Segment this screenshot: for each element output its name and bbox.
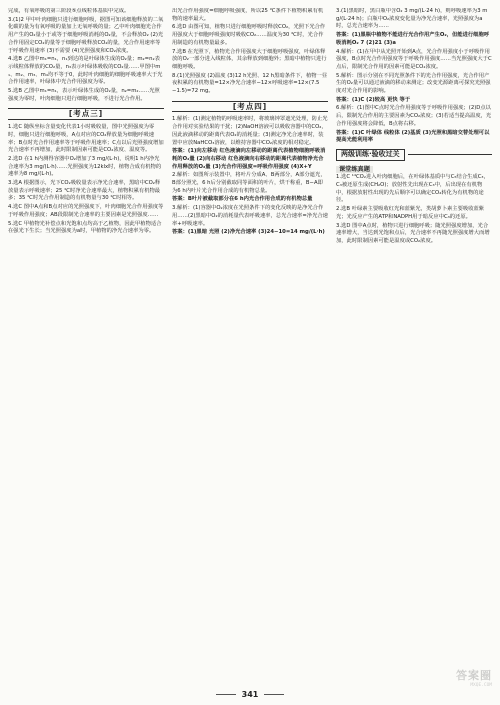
answer-paragraph: 3.解析：(1)容器中O₂浓度在光照条件下的变化反映的是净光合作用……(2)黑暗中O₂的消耗量代表呼吸速率，总光合速率=净光合速率+呼吸速率。 — [172, 205, 328, 227]
banner-label: 两级训练·验收过关 — [336, 149, 405, 161]
answer-key: 答案：(1)C (2)较高 更快 等于 — [336, 96, 411, 103]
answer-paragraph: 6.解析：(1)图中C点时光合作用强度等于呼吸作用强度；(2)D点以后，限制光合作用的主要因素为CO₂浓度；(3)若适当提高温度，光合作用强度将会降低，B点将右移。 — [336, 105, 492, 127]
answer-key: 答案：(1)黑瓶中植物不能进行光合作用产生O₂，但能进行细胞呼吸消耗O₂ 7 (2)21 (3)a — [336, 32, 490, 46]
answer-paragraph: 5.选C 甲植物光补偿点和光饱和点均高于乙植物，因此甲植物适合在强光下生长；当光照强度为a时，甲植物的净光合速率为零。 — [8, 220, 162, 235]
answer-paragraph: 4.选B 乙图中m₁=n₁，n₁到达的是叶绿体生成的O₂量；m₂=n₂表示线粒体释放的CO₂量，n₃表示叶绿体吸收的CO₂量……甲图中m₁、m₂、m₃、m₄均不等于0，此时叶肉细胞的细胞呼吸速率大于光合作用速率，叶绿体中光合作用强度为零。 — [8, 56, 163, 86]
answer-paragraph: 1.选C 随纵坐标含量变化代表1小时吸收量，图中光照强度为零时，细胞只进行细胞呼吸，A点对应的CO₂释放量为细胞呼吸速率；B点时光合作用速率等于呼吸作用速率；C点以后光照强度增加光合速率不再增加，此时限制因素可能是CO₂浓度、温度等。 — [8, 124, 164, 154]
text-columns — [8, 8, 492, 673]
watermark-logo — [430, 667, 492, 695]
answer-paragraph: 6.选D 由图可知，植物只进行细胞呼吸时释放CO₂，光照下光合作用强度大于细胞呼吸强度时吸收CO₂……温度为30 ℃时，光合作用制造的有机物量最多。 — [172, 24, 326, 46]
page-number-footer — [0, 690, 500, 699]
answer-key: 答案：(1)C 叶绿体 线粒体 (2)基质 (3)光照和黑暗交替处理可以提高光能利用率 — [336, 129, 490, 144]
answer-key: 答案：(1)向左移动 红色液滴向左移动的距离代表植物细胞呼吸消耗的O₂量 (2)向右移动 红色液滴向右移动的距离代表植物净光合作用释放的O₂量 (3)光合作用强度=呼吸作用强度 (4)X+Y — [172, 148, 326, 170]
answer-paragraph: 4.解析：(1)在甲中从光照开始到A点，光合作用强度小于呼吸作用强度，B点时光合作用强度等于呼吸作用强度……当光照强度大于C点后，限制光合作用的因素可能是CO₂浓度。 — [336, 48, 492, 70]
section-header-kaodian-3: [考点三] — [8, 108, 164, 120]
answer-paragraph: 2.选D 在1 h内测得容器中O₂增加了3 mg/(L·h)，说明1 h内净光合速率为3 mg/(L·h)……光照强度为12klx时，植物合成有机物的速率为8 mg/(L·h)。 — [8, 155, 162, 178]
watermark-url: MXQE.COM — [470, 683, 492, 688]
answer-paragraph: 5.解析：图示分别在不同光照条件下的光合作用强度，光合作用产生的O₂量可以通过液滴的移动来测定；改变光源距离可探究光照强度对光合作用的影响。 — [336, 72, 491, 95]
answer-paragraph: 3.(1)黑暗时，黑白瓶中含O₂ 3 mg/(L·24 h)，则呼吸速率为3 mg/(L·24 h)；白瓶中O₂浓度变化量为净光合速率，光照强度为a时，总光合速率为…… — [336, 8, 488, 30]
answer-key: 答案：B叶片被截取部分在6 h内光合作用合成的有机物总量 — [172, 196, 313, 203]
answer-paragraph: 2.解析：如图所示装置中，将叶片分成A、B两部分，A部分遮光，B部分照光，6 h后分别截取同等面积的叶片，烘干称重，B−A即为6 h内叶片光合作用合成的有机物总量。 — [172, 172, 326, 194]
answer-paragraph: 8.(1)光照强度 (2)温度 (3)12 h光照、12 h黑暗条件下，植物一昼夜积累的有机物量=12×净光合速率−12×呼吸速率=12×(7.5−1.5)=72 mg。 — [172, 72, 328, 95]
answer-paragraph: 3.(1)2 甲中叶肉细胞只进行细胞呼吸，据图可知该细胞释放的二氧化碳的量为有氧呼吸的量加上无氧呼吸的量；乙中叶肉细胞光合作用产生的O₂量小于或等于细胞呼吸消耗的O₂量，不会释放O₂ (2)光合作用固定CO₂的量等于细胞呼吸释放CO₂的量，光合作用速率等于呼吸作用速率 (3)不需要 (4)光照强度和CO₂浓度。 — [8, 16, 164, 54]
column-left — [8, 8, 164, 673]
answer-paragraph: 3.选A 根据图示，光下CO₂吸收量表示净光合速率，黑暗中CO₂释放量表示呼吸速率；25 ℃时净光合速率最大，植物积累有机物最多；35 ℃时光合作用制造的有机物量与30 ℃时相等。 — [8, 180, 161, 202]
watermark-logo-text: 答案圈 — [456, 669, 492, 682]
answer-paragraph: 1.选C ¹⁴CO₂进入叶肉细胞后，在叶绿体基质中与C₅结合生成C₃，C₃被还原生成(CH₂O)；放射性先出现在C₃中，后出现在有机物中，根据放射性出现的先后顺序可以确定CO₂转化为有机物的途径。 — [336, 174, 489, 204]
column-middle — [172, 8, 328, 673]
column-right — [336, 8, 492, 673]
answer-paragraph: 5.选B 乙图中m₁=n₁，表示叶绿体生成的O₂量，n₂=m₂……光照强度为零时，叶肉细胞只进行细胞呼吸，不进行光合作用。 — [8, 88, 160, 102]
answer-paragraph: 1.解析：(1)测定植物的呼吸速率时，将玻璃钟罩遮光处理，防止光合作用对实验结果的干扰；(2)NaOH溶液可以吸收容器中的CO₂，因此液滴移动的距离代表O₂的消耗量；(3)测定净光合速率时，装置中应放NaHCO₃溶液，以维持容器中CO₂浓度的相对稳定。 — [172, 116, 328, 146]
section-header-kaodian-4: [考点四] — [172, 101, 328, 113]
answer-paragraph: 出光合作用强度=细胞呼吸强度，所以25 ℃条件下植物积累有机物的速率最大。 — [172, 8, 324, 22]
answer-paragraph: 2.选B 叶绿素主要吸收红光和蓝紫光，类胡萝卜素主要吸收蓝紫光；光反应产生的ATP和NADPH用于暗反应中C₃的还原。 — [336, 206, 485, 220]
answer-paragraph: 4.选C 图中A点和B点对应的光照强度下，叶肉细胞光合作用强度等于呼吸作用强度；AB段限制光合速率的主要因素是光照强度…… — [8, 204, 164, 218]
page-number: 341 — [241, 690, 259, 699]
subhead-ketang: 课堂练真题 — [336, 166, 373, 174]
answer-key: 答案：(1)黑暗 光照 (2)净光合速率 (3)24−10=14 mg/(L·h) — [172, 229, 325, 236]
answer-paragraph: 7.选B 在光照下，植物光合作用强度大于细胞呼吸强度，叶绿体释放的O₂一部分进入线粒体，其余释放到细胞外；黑暗中植物只进行细胞呼吸。 — [172, 48, 327, 70]
section-banner-liangji — [336, 149, 492, 161]
answer-paragraph: 完成，有氧呼吸的第三阶段⑤点线粒体基质中完成。 — [8, 8, 130, 14]
answer-paragraph: 3.选D 图中A点时，植物只进行细胞呼吸；随光照强度增加，光合速率增大，当达到光饱和点后，光合速率不再随光照强度增大而增加，此时限制因素可能是温度或CO₂浓度。 — [336, 222, 490, 244]
